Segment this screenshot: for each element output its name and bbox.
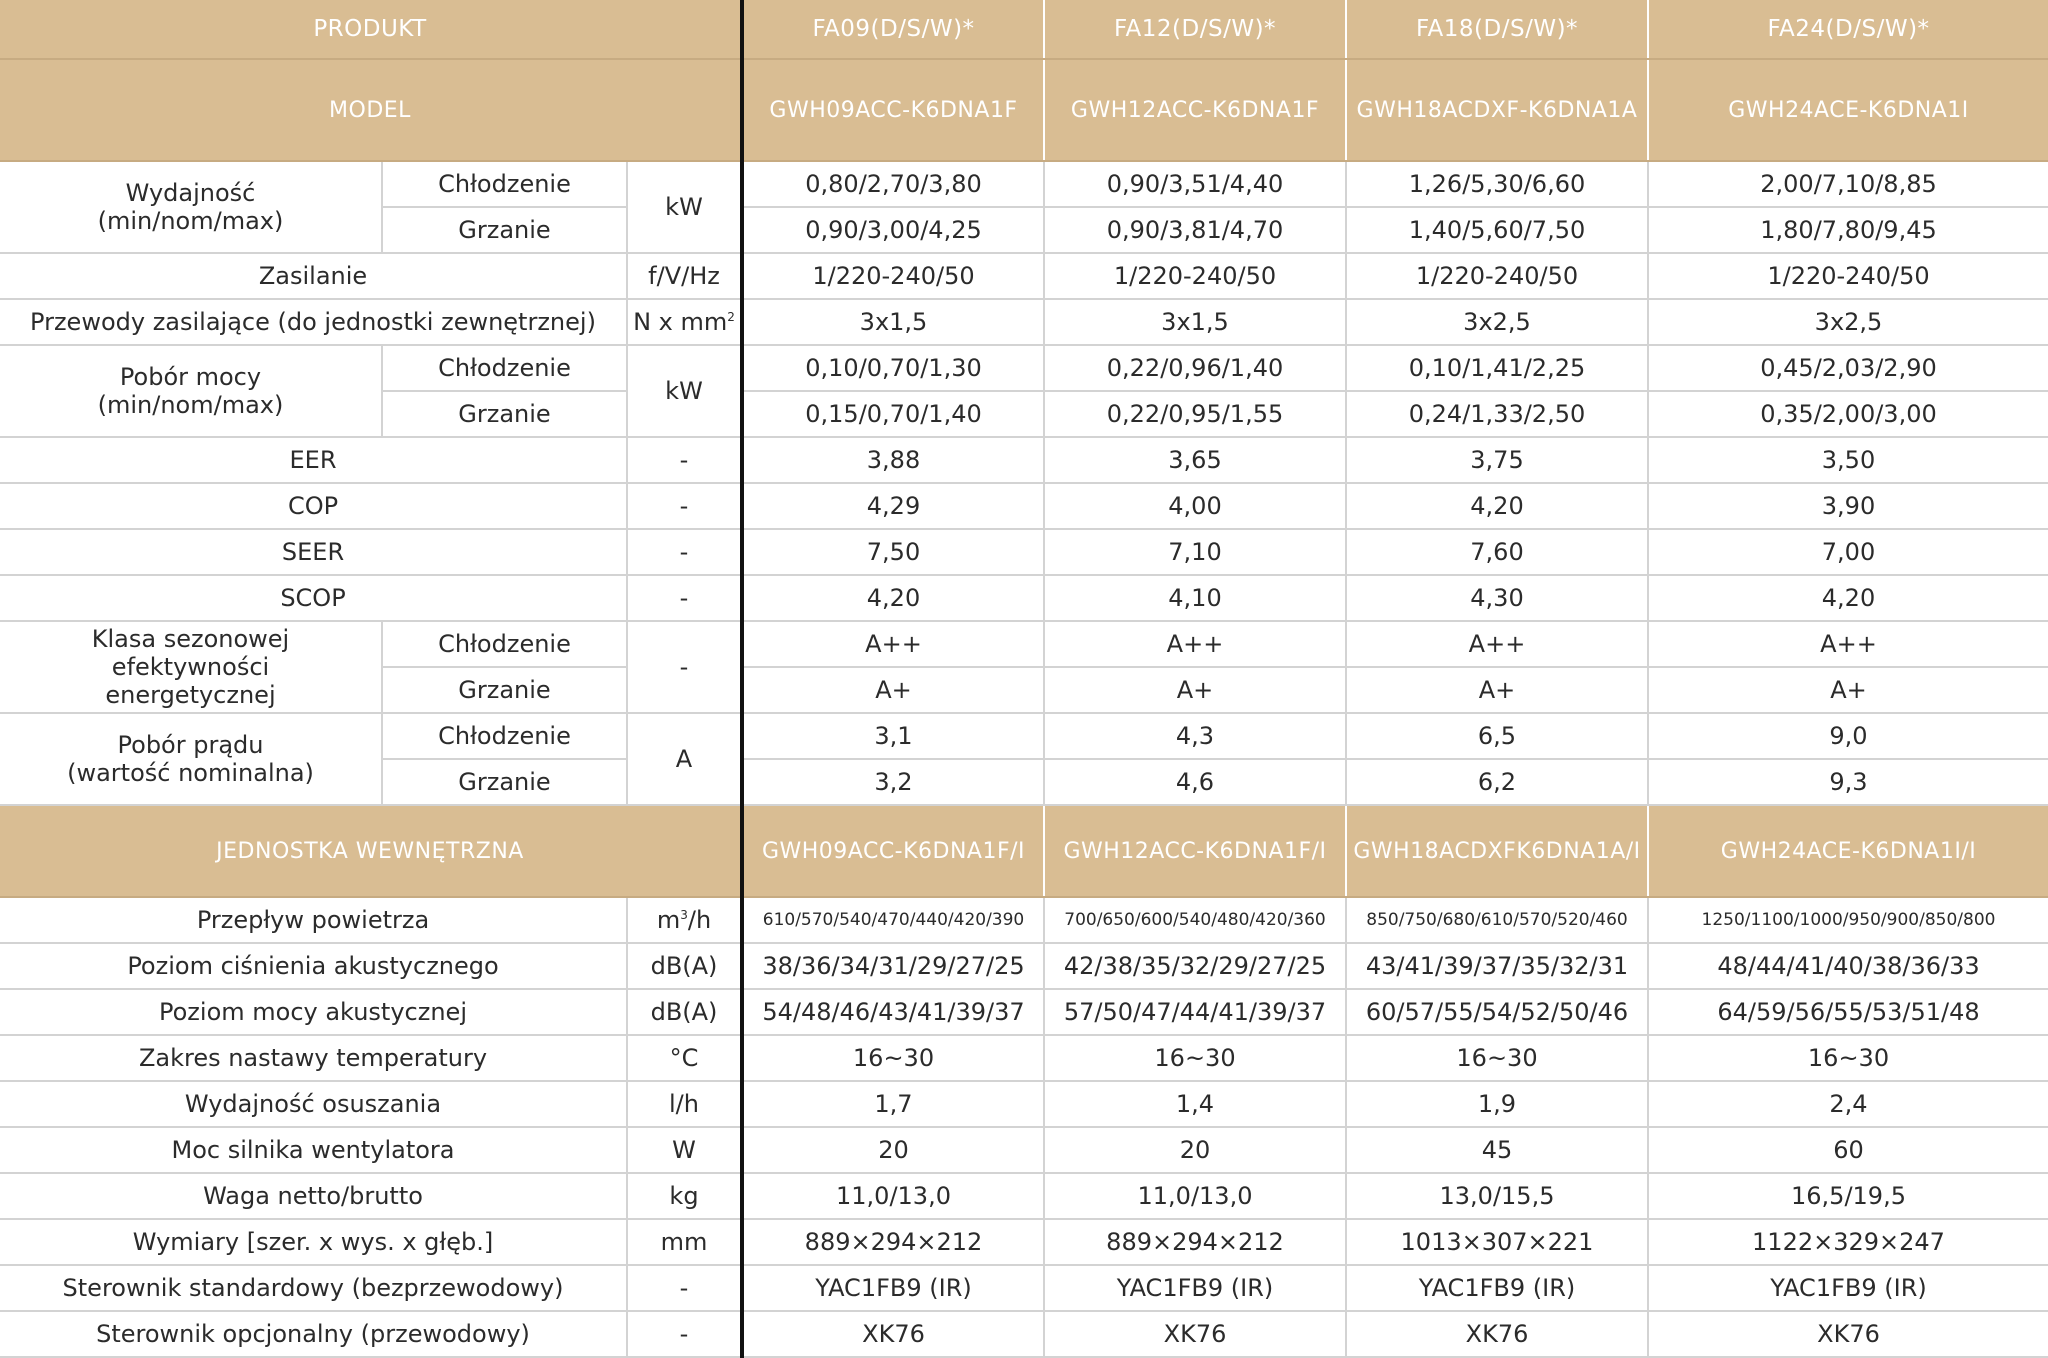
sublabel-chlodzenie: Chłodzenie (382, 621, 627, 667)
value-cell: 4,6 (1044, 759, 1346, 805)
model-header-row (0, 59, 2048, 161)
value-cell: 3,50 (1648, 437, 2048, 483)
unit-cell: kW (627, 161, 742, 253)
table-row (0, 253, 2048, 299)
unit-cell: - (627, 1311, 742, 1357)
unit-cell: - (627, 1265, 742, 1311)
table-row (0, 621, 2048, 667)
value-cell: 850/750/680/610/570/520/460 (1346, 897, 1648, 943)
value-cell: 3x2,5 (1346, 299, 1648, 345)
value-cell: A++ (1044, 621, 1346, 667)
model-name: GWH12ACC-K6DNA1F (1044, 59, 1346, 161)
sublabel-chlodzenie: Chłodzenie (382, 345, 627, 391)
indoor-model-name: GWH18ACDXFK6DNA1A/I (1346, 805, 1648, 897)
indoor-model-name: GWH24ACE-K6DNA1I/I (1648, 805, 2048, 897)
value-cell: 1/220-240/50 (1346, 253, 1648, 299)
value-cell: 1,40/5,60/7,50 (1346, 207, 1648, 253)
value-cell: 60 (1648, 1127, 2048, 1173)
row-label-silnik: Moc silnika wentylatora (0, 1127, 627, 1173)
product-header-row (0, 0, 2048, 59)
value-cell: 16~30 (1648, 1035, 2048, 1081)
value-cell: 4,30 (1346, 575, 1648, 621)
value-cell: XK76 (1044, 1311, 1346, 1357)
table-row (0, 437, 2048, 483)
value-cell: 1122×329×247 (1648, 1219, 2048, 1265)
value-cell: 3,88 (742, 437, 1044, 483)
unit-cell: mm (627, 1219, 742, 1265)
table-row (0, 161, 2048, 207)
table-row (0, 897, 2048, 943)
value-cell: 0,15/0,70/1,40 (742, 391, 1044, 437)
value-cell: YAC1FB9 (IR) (1648, 1265, 2048, 1311)
value-cell: 3,90 (1648, 483, 2048, 529)
table-row (0, 1219, 2048, 1265)
table-row (0, 345, 2048, 391)
value-cell: 64/59/56/55/53/51/48 (1648, 989, 2048, 1035)
value-cell: YAC1FB9 (IR) (1044, 1265, 1346, 1311)
table-row (0, 1127, 2048, 1173)
unit-text: N x mm (633, 308, 728, 336)
indoor-model-name: GWH09ACC-K6DNA1F/I (742, 805, 1044, 897)
unit-cell: kW (627, 345, 742, 437)
product-name: FA09(D/S/W)* (742, 0, 1044, 59)
value-cell: 48/44/41/40/38/36/33 (1648, 943, 2048, 989)
row-label-cisnienie: Poziom ciśnienia akustycznego (0, 943, 627, 989)
value-cell: 0,10/0,70/1,30 (742, 345, 1044, 391)
value-cell: A+ (742, 667, 1044, 713)
value-cell: XK76 (1648, 1311, 2048, 1357)
model-name: GWH18ACDXF-K6DNA1A (1346, 59, 1648, 161)
unit-cell: W (627, 1127, 742, 1173)
value-cell: 7,10 (1044, 529, 1346, 575)
value-cell: 13,0/15,5 (1346, 1173, 1648, 1219)
indoor-unit-header-row (0, 805, 2048, 897)
value-cell: 6,2 (1346, 759, 1648, 805)
value-cell: 3,1 (742, 713, 1044, 759)
value-cell: A++ (1648, 621, 2048, 667)
value-cell: 9,3 (1648, 759, 2048, 805)
value-cell: 1013×307×221 (1346, 1219, 1648, 1265)
unit-cell: l/h (627, 1081, 742, 1127)
row-label-zakres: Zakres nastawy temperatury (0, 1035, 627, 1081)
value-cell: A+ (1648, 667, 2048, 713)
table-row (0, 575, 2048, 621)
unit-cell: - (627, 437, 742, 483)
product-name: FA12(D/S/W)* (1044, 0, 1346, 59)
value-cell: 4,20 (742, 575, 1044, 621)
value-cell: 0,35/2,00/3,00 (1648, 391, 2048, 437)
row-label-zasilanie: Zasilanie (0, 253, 627, 299)
value-cell: 3x1,5 (1044, 299, 1346, 345)
sublabel-grzanie: Grzanie (382, 759, 627, 805)
unit-cell (627, 299, 742, 345)
value-cell: 1,9 (1346, 1081, 1648, 1127)
sublabel-grzanie: Grzanie (382, 391, 627, 437)
row-label-pobor-pradu: Pobór prądu (wartość nominalna) (0, 713, 382, 805)
value-cell: 3,2 (742, 759, 1044, 805)
product-name: FA18(D/S/W)* (1346, 0, 1648, 59)
value-cell: 57/50/47/44/41/39/37 (1044, 989, 1346, 1035)
value-cell: 4,20 (1648, 575, 2048, 621)
value-cell: 0,90/3,81/4,70 (1044, 207, 1346, 253)
value-cell: 1,7 (742, 1081, 1044, 1127)
unit-superscript: 2 (727, 310, 735, 324)
value-cell: 43/41/39/37/35/32/31 (1346, 943, 1648, 989)
value-cell: 3x2,5 (1648, 299, 2048, 345)
table-row (0, 1311, 2048, 1357)
value-cell: 1,80/7,80/9,45 (1648, 207, 2048, 253)
table-row (0, 299, 2048, 345)
value-cell: A++ (1346, 621, 1648, 667)
unit-superscript: 3 (680, 908, 688, 922)
value-cell: 7,50 (742, 529, 1044, 575)
sublabel-chlodzenie: Chłodzenie (382, 713, 627, 759)
value-cell: 3x1,5 (742, 299, 1044, 345)
unit-cell: kg (627, 1173, 742, 1219)
row-label-pobor-mocy: Pobór mocy (min/nom/max) (0, 345, 382, 437)
unit-cell: dB(A) (627, 989, 742, 1035)
unit-cell: A (627, 713, 742, 805)
value-cell: YAC1FB9 (IR) (1346, 1265, 1648, 1311)
value-cell: 20 (742, 1127, 1044, 1173)
value-cell: 4,00 (1044, 483, 1346, 529)
value-cell: 4,29 (742, 483, 1044, 529)
row-label-scop: SCOP (0, 575, 627, 621)
row-label-sterownik-standardowy: Sterownik standardowy (bezprzewodowy) (0, 1265, 627, 1311)
row-label-eer: EER (0, 437, 627, 483)
table-row (0, 1265, 2048, 1311)
value-cell: A+ (1044, 667, 1346, 713)
value-cell: 889×294×212 (1044, 1219, 1346, 1265)
indoor-model-name: GWH12ACC-K6DNA1F/I (1044, 805, 1346, 897)
value-cell: 16,5/19,5 (1648, 1173, 2048, 1219)
value-cell: YAC1FB9 (IR) (742, 1265, 1044, 1311)
value-cell: 1250/1100/1000/950/900/850/800 (1648, 897, 2048, 943)
value-cell: 2,00/7,10/8,85 (1648, 161, 2048, 207)
unit-cell: - (627, 483, 742, 529)
value-cell: 610/570/540/470/440/420/390 (742, 897, 1044, 943)
table-row (0, 989, 2048, 1035)
unit-cell: - (627, 575, 742, 621)
sublabel-chlodzenie: Chłodzenie (382, 161, 627, 207)
unit-cell (627, 897, 742, 943)
row-label-klasa: Klasa sezonowej efektywności energetycznej (0, 621, 382, 713)
row-label-wydajnosc: Wydajność (min/nom/max) (0, 161, 382, 253)
value-cell: 1/220-240/50 (1044, 253, 1346, 299)
value-cell: 7,60 (1346, 529, 1648, 575)
value-cell: XK76 (1346, 1311, 1648, 1357)
unit-text: m (656, 906, 681, 934)
value-cell: 2,4 (1648, 1081, 2048, 1127)
unit-cell: dB(A) (627, 943, 742, 989)
value-cell: 889×294×212 (742, 1219, 1044, 1265)
value-cell: 0,10/1,41/2,25 (1346, 345, 1648, 391)
value-cell: 0,45/2,03/2,90 (1648, 345, 2048, 391)
value-cell: 0,90/3,51/4,40 (1044, 161, 1346, 207)
model-name: GWH09ACC-K6DNA1F (742, 59, 1044, 161)
row-label-sterownik-opcjonalny: Sterownik opcjonalny (przewodowy) (0, 1311, 627, 1357)
unit-cell: - (627, 621, 742, 713)
value-cell: XK76 (742, 1311, 1044, 1357)
value-cell: 1/220-240/50 (742, 253, 1044, 299)
value-cell: 0,22/0,95/1,55 (1044, 391, 1346, 437)
value-cell: 3,75 (1346, 437, 1648, 483)
value-cell: 42/38/35/32/29/27/25 (1044, 943, 1346, 989)
indoor-unit-label: JEDNOSTKA WEWNĘTRZNA (0, 805, 742, 897)
value-cell: 0,80/2,70/3,80 (742, 161, 1044, 207)
value-cell: 11,0/13,0 (742, 1173, 1044, 1219)
sublabel-grzanie: Grzanie (382, 207, 627, 253)
row-label-moc-akustyczna: Poziom mocy akustycznej (0, 989, 627, 1035)
value-cell: 16~30 (1044, 1035, 1346, 1081)
unit-cell: °C (627, 1035, 742, 1081)
value-cell: 4,3 (1044, 713, 1346, 759)
unit-cell: - (627, 529, 742, 575)
value-cell: 700/650/600/540/480/420/360 (1044, 897, 1346, 943)
value-cell: 6,5 (1346, 713, 1648, 759)
row-label-osuszanie: Wydajność osuszania (0, 1081, 627, 1127)
value-cell: 1,26/5,30/6,60 (1346, 161, 1648, 207)
product-name: FA24(D/S/W)* (1648, 0, 2048, 59)
row-label-wymiary: Wymiary [szer. x wys. x głęb.] (0, 1219, 627, 1265)
value-cell: 7,00 (1648, 529, 2048, 575)
value-cell: 45 (1346, 1127, 1648, 1173)
table-row (0, 529, 2048, 575)
value-cell: 0,24/1,33/2,50 (1346, 391, 1648, 437)
value-cell: 16~30 (1346, 1035, 1648, 1081)
unit-text-tail: /h (687, 906, 712, 934)
produkt-label: PRODUKT (0, 0, 742, 59)
value-cell: A++ (742, 621, 1044, 667)
row-label-cop: COP (0, 483, 627, 529)
value-cell: 16~30 (742, 1035, 1044, 1081)
row-label-przeplyw: Przepływ powietrza (0, 897, 627, 943)
table-row (0, 1173, 2048, 1219)
value-cell: 9,0 (1648, 713, 2048, 759)
sublabel-grzanie: Grzanie (382, 667, 627, 713)
value-cell: A+ (1346, 667, 1648, 713)
value-cell: 11,0/13,0 (1044, 1173, 1346, 1219)
row-label-przewody: Przewody zasilające (do jednostki zewnętrznej) (0, 299, 627, 345)
value-cell: 20 (1044, 1127, 1346, 1173)
value-cell: 1,4 (1044, 1081, 1346, 1127)
table-row (0, 713, 2048, 759)
model-name: GWH24ACE-K6DNA1I (1648, 59, 2048, 161)
value-cell: 1/220-240/50 (1648, 253, 2048, 299)
value-cell: 60/57/55/54/52/50/46 (1346, 989, 1648, 1035)
table-row (0, 1081, 2048, 1127)
value-cell: 4,20 (1346, 483, 1648, 529)
model-label: MODEL (0, 59, 742, 161)
value-cell: 3,65 (1044, 437, 1346, 483)
table-row (0, 943, 2048, 989)
value-cell: 0,90/3,00/4,25 (742, 207, 1044, 253)
value-cell: 4,10 (1044, 575, 1346, 621)
value-cell: 38/36/34/31/29/27/25 (742, 943, 1044, 989)
table-row (0, 1035, 2048, 1081)
unit-cell: f/V/Hz (627, 253, 742, 299)
value-cell: 0,22/0,96/1,40 (1044, 345, 1346, 391)
value-cell: 54/48/46/43/41/39/37 (742, 989, 1044, 1035)
table-row (0, 483, 2048, 529)
row-label-seer: SEER (0, 529, 627, 575)
row-label-waga: Waga netto/brutto (0, 1173, 627, 1219)
